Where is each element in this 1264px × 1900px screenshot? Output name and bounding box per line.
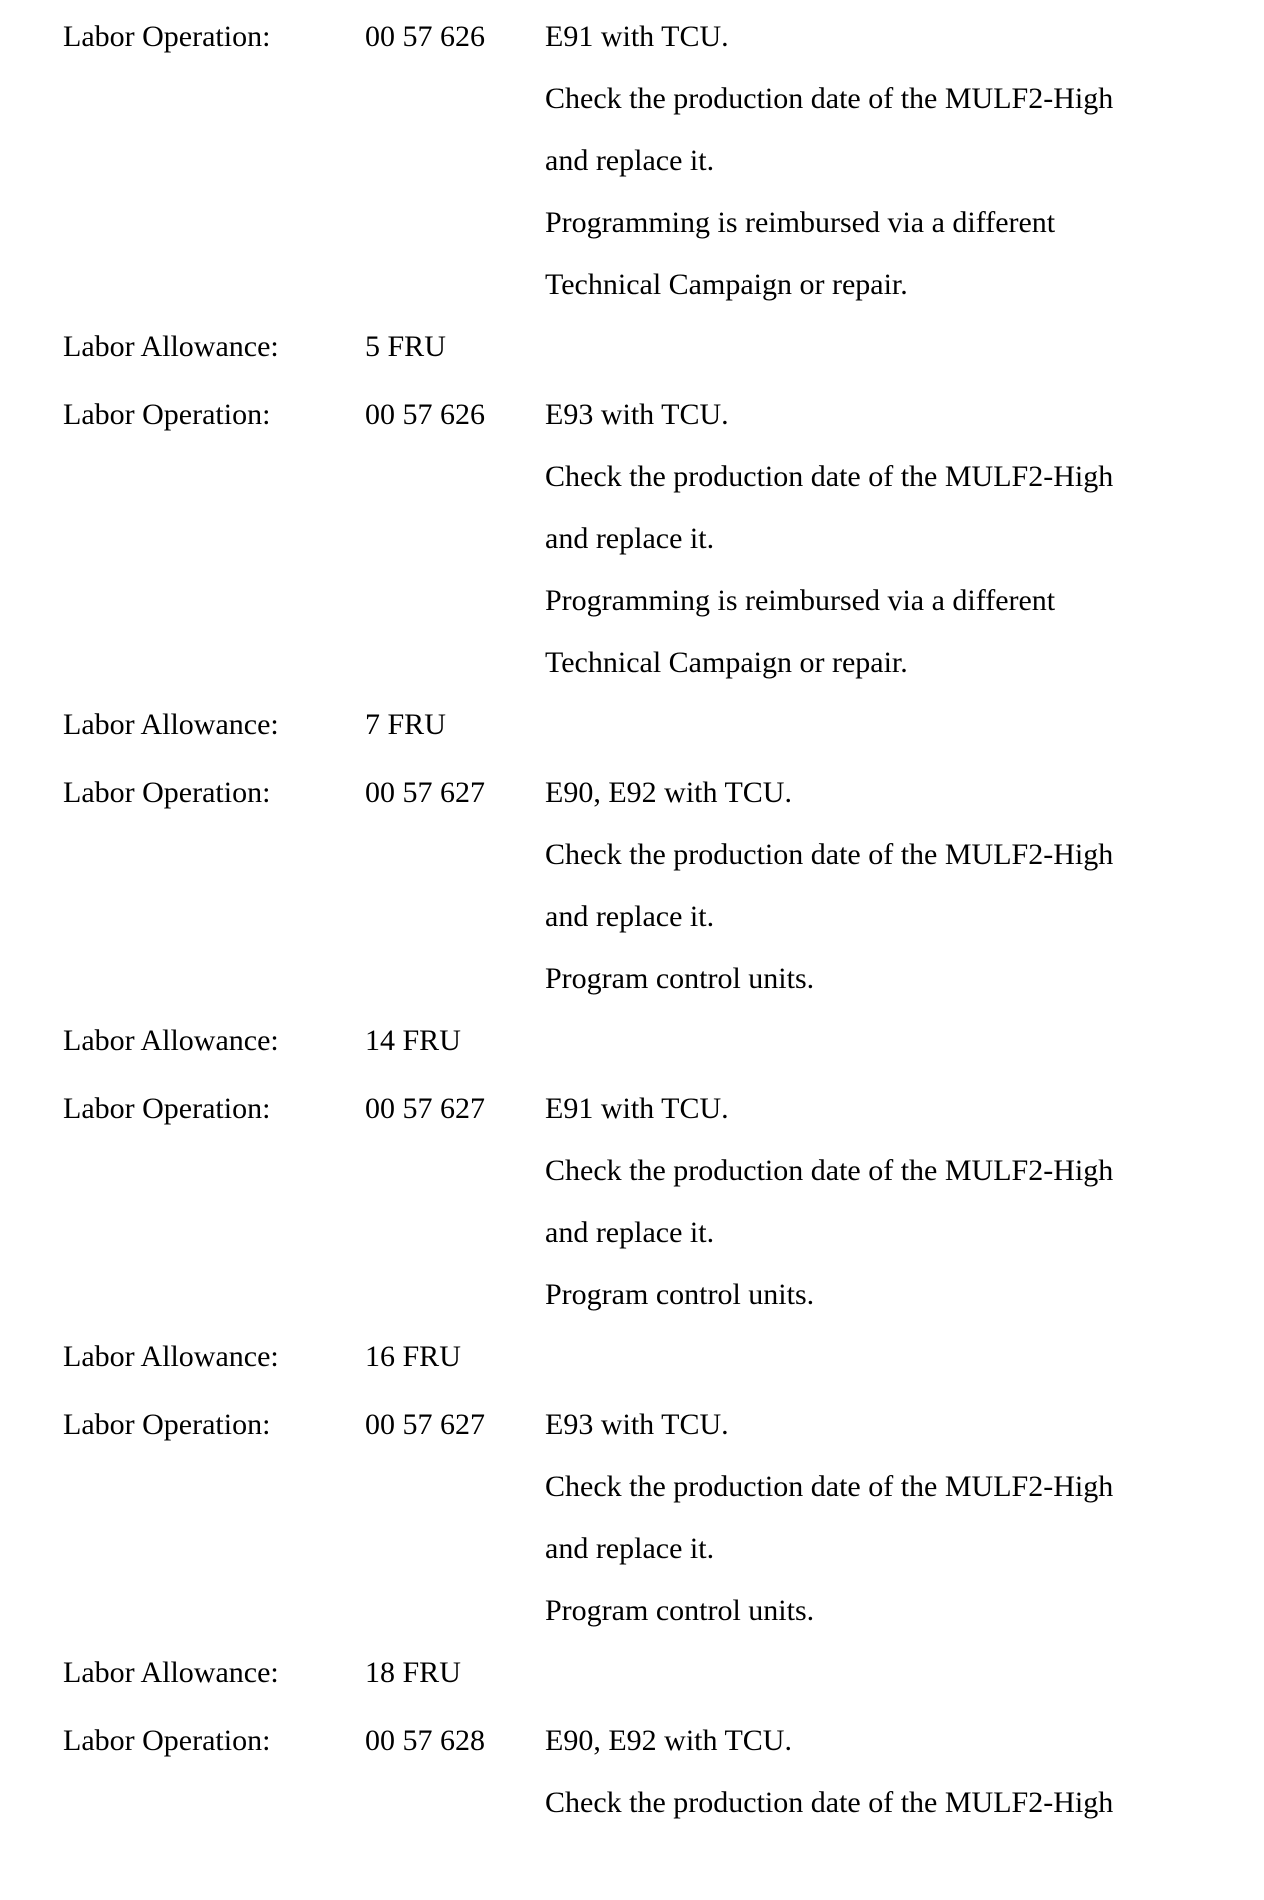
labor-operation-description-line: Program control units. — [545, 1594, 815, 1627]
labor-allowance-label: Labor Allowance: — [63, 1024, 279, 1057]
labor-operation-description-line: Technical Campaign or repair. — [545, 646, 908, 679]
labor-allowance-value: 5 FRU — [365, 330, 446, 363]
labor-operation-code: 00 57 626 — [365, 398, 485, 431]
labor-operation-label: Labor Operation: — [63, 1408, 271, 1441]
labor-operation-description-line: Check the production date of the MULF2-High — [545, 1154, 1114, 1187]
labor-operation-description-line: E90, E92 with TCU. — [545, 776, 792, 809]
labor-operation-description-line: Check the production date of the MULF2-High — [545, 1470, 1114, 1503]
labor-operation-description-line: Check the production date of the MULF2-High — [545, 82, 1114, 115]
labor-operation-label: Labor Operation: — [63, 398, 271, 431]
labor-allowance-label: Labor Allowance: — [63, 1656, 279, 1689]
labor-operation-code: 00 57 627 — [365, 776, 485, 809]
labor-operation-code: 00 57 627 — [365, 1092, 485, 1125]
labor-operation-description-line: E93 with TCU. — [545, 1408, 729, 1441]
labor-allowance-label: Labor Allowance: — [63, 708, 279, 741]
labor-operation-description-line: Check the production date of the MULF2-High — [545, 460, 1114, 493]
labor-operation-description-line: Program control units. — [545, 962, 815, 995]
labor-operation-description-line: Programming is reimbursed via a different — [545, 206, 1056, 239]
labor-operation-description-line: E91 with TCU. — [545, 20, 729, 53]
labor-operation-description-line: E93 with TCU. — [545, 398, 729, 431]
labor-operation-code: 00 57 628 — [365, 1724, 485, 1757]
labor-operation-description-line: and replace it. — [545, 522, 715, 555]
labor-allowance-value: 14 FRU — [365, 1024, 461, 1057]
labor-allowance-value: 18 FRU — [365, 1656, 461, 1689]
labor-allowance-label: Labor Allowance: — [63, 330, 279, 363]
labor-operation-code: 00 57 626 — [365, 20, 485, 53]
labor-operation-description-line: and replace it. — [545, 144, 715, 177]
labor-operation-label: Labor Operation: — [63, 20, 271, 53]
labor-operation-description-line: and replace it. — [545, 900, 715, 933]
labor-operation-description-line: Programming is reimbursed via a different — [545, 584, 1056, 617]
labor-operation-description-line: E91 with TCU. — [545, 1092, 729, 1125]
labor-operation-label: Labor Operation: — [63, 1724, 271, 1757]
labor-operation-code: 00 57 627 — [365, 1408, 485, 1441]
labor-operation-label: Labor Operation: — [63, 776, 271, 809]
labor-operation-description-line: E90, E92 with TCU. — [545, 1724, 792, 1757]
labor-operation-description-line: Program control units. — [545, 1278, 815, 1311]
labor-allowance-value: 16 FRU — [365, 1340, 461, 1373]
labor-operation-label: Labor Operation: — [63, 1092, 271, 1125]
labor-operation-description-line: Technical Campaign or repair. — [545, 268, 908, 301]
labor-allowance-value: 7 FRU — [365, 708, 446, 741]
labor-operation-description-line: Check the production date of the MULF2-High — [545, 1786, 1114, 1819]
labor-operation-description-line: and replace it. — [545, 1216, 715, 1249]
labor-operation-description-line: Check the production date of the MULF2-High — [545, 838, 1114, 871]
labor-operation-description-line: and replace it. — [545, 1532, 715, 1565]
labor-allowance-label: Labor Allowance: — [63, 1340, 279, 1373]
